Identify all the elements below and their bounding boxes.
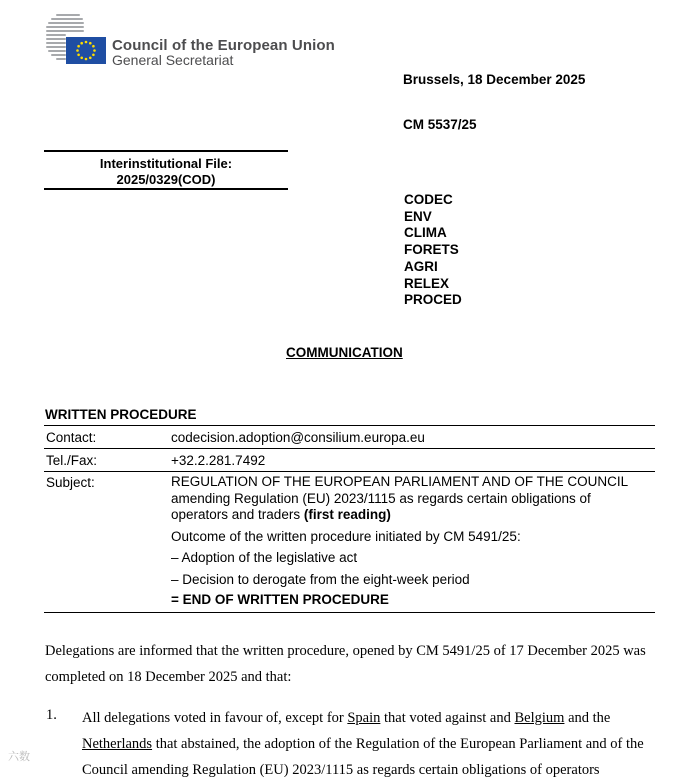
subject-block (171, 474, 641, 609)
interinstitutional-label: Interinstitutional File: (99, 156, 233, 171)
country-netherlands: Netherlands (82, 736, 153, 752)
interinstitutional-file-box (44, 150, 288, 190)
tel-label: Tel./Fax: (46, 453, 98, 468)
code-item: RELEX (404, 275, 450, 291)
country-belgium: Belgium (514, 710, 565, 726)
code-item: PROCED (404, 292, 462, 308)
item-paragraph: All delegations voted in favour of, except for Spain that voted against and Belgium and the Netherlands that abstained, the adoption of the Regulation of the European Parliament and of the Council amending Regulation (EU) 2023/1115 as regards certain obligations of operators (82, 710, 644, 778)
subject-reading: (first reading) (303, 507, 391, 522)
org-name: Council of the European Union (112, 37, 335, 54)
country-spain: Spain (347, 710, 381, 726)
intro-paragraph: Delegations are informed that the written procedure, opened by CM 5491/25 of 17 December 2025 was completed on 18 December 2025 and that: (45, 643, 646, 685)
eu-flag-icon (66, 37, 106, 64)
document-reference: CM 5537/25 (403, 117, 477, 132)
written-procedure-heading: WRITTEN PROCEDURE (45, 407, 197, 422)
divider (44, 612, 655, 613)
contact-label: Contact: (46, 430, 97, 445)
interinstitutional-number: 2025/0329(COD) (116, 172, 216, 187)
divider (44, 425, 655, 426)
code-item: CODEC (404, 192, 453, 207)
subject-label: Subject: (46, 475, 95, 490)
watermark: 六数 (8, 751, 30, 763)
divider (44, 471, 655, 472)
code-item: FORETS (404, 242, 459, 258)
code-item: AGRI (404, 258, 438, 274)
contact-email: codecision.adoption@consilium.europa.eu (171, 430, 425, 445)
communication-title: COMMUNICATION (286, 345, 403, 360)
outcome-line: Outcome of the written procedure initiated by CM 5491/25: (171, 528, 521, 544)
code-item: ENV (404, 208, 432, 224)
tel-value: +32.2.281.7492 (171, 453, 266, 468)
outcome-bullet: – Adoption of the legislative act (171, 550, 358, 565)
subject-text (171, 474, 641, 524)
subject-title: REGULATION OF THE EUROPEAN PARLIAMENT AND OF THE COUNCIL amending Regulation (EU) 2023/1115 as regards certain obligations of operators and traders (171, 474, 628, 522)
end-line: = END OF WRITTEN PROCEDURE (171, 592, 389, 607)
divider (44, 448, 655, 449)
distribution-codes (404, 192, 462, 309)
org-subtitle: General Secretariat (112, 52, 234, 68)
place-date: Brussels, 18 December 2025 (403, 72, 586, 87)
outcome-bullet: – Decision to derogate from the eight-week period (171, 571, 470, 587)
item-number: 1. (46, 707, 57, 723)
code-item: CLIMA (404, 225, 447, 241)
